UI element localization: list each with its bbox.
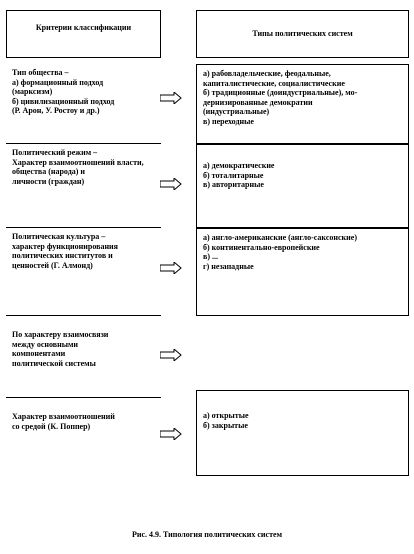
row3-right-line3: в) ... [203, 252, 218, 262]
row2-right-line3: в) авторитарные [203, 180, 264, 190]
row3-left-line3: политических институтов и [12, 251, 113, 261]
right-header-text: Типы политических систем [252, 29, 353, 38]
arrow-right-icon [160, 262, 182, 274]
criterion-political-culture [6, 228, 161, 316]
row1-right-line2: капиталистические, социалистические [203, 78, 345, 88]
criterion-society-type [6, 64, 161, 144]
row1-left-line3: (марксизм) [12, 87, 53, 97]
row2-right-line1: а) демократические [203, 161, 275, 170]
criterion-components-relation [6, 316, 161, 398]
left-header-box [6, 10, 161, 58]
row1-left-line1: Тип общества – [12, 68, 69, 77]
row4-left-line4: политической системы [12, 358, 96, 368]
left-header-text: Критерии классификации [35, 23, 132, 32]
arrow-right-icon [160, 428, 182, 440]
row2-left-line4: личности (граждан) [12, 176, 85, 186]
row2-left-line3: общества (народа) и [12, 167, 86, 177]
row2-left-line1: Политический режим – [12, 148, 98, 157]
criterion-environment-relation [6, 398, 161, 502]
types-society [196, 64, 409, 144]
row1-right-line5: (индустриальные) [203, 107, 270, 117]
types-environment [196, 390, 409, 476]
row1-right-line3: б) традиционные (доиндустриальные), мо- [203, 88, 358, 98]
row3-left-line1: Политическая культура – [12, 232, 106, 241]
arrow-right-icon [160, 178, 182, 190]
row1-right-line1: а) рабовладельческие, феодальные, [203, 69, 331, 78]
row5-right-line1: а) открытые [203, 411, 249, 420]
row5-left-line1: Характер взаимоотношений [12, 412, 115, 421]
row3-right-line1: а) англо-американские (англо-саксонские) [203, 233, 357, 242]
row2-left-line2: Характер взаимоотношений власти, [12, 157, 144, 167]
row5-left-line2: со средой (К. Поппер) [12, 421, 91, 431]
row4-left-line2: между основными [12, 339, 79, 349]
figure-caption: Рис. 4.9. Типология политических систем [131, 530, 283, 539]
row3-right-line4: г) незападные [203, 261, 254, 271]
arrow-right-icon [160, 92, 182, 104]
criterion-political-regime [6, 144, 161, 228]
right-header-box [196, 10, 409, 58]
row1-left-line2: а) формационный подход [12, 77, 104, 87]
row1-right-line6: в) переходные [203, 116, 254, 126]
row4-left-line1: По характеру взаимосвязи [12, 330, 109, 339]
types-regime [196, 144, 409, 228]
row5-right-line2: б) закрытые [203, 420, 248, 430]
row3-left-line2: характер функционирования [12, 241, 118, 251]
row2-right-line2: б) тоталитарные [203, 170, 264, 180]
row4-left-line3: компонентами [12, 349, 66, 359]
row3-right-line2: б) континентально-европейские [203, 242, 320, 252]
arrow-right-icon [160, 349, 182, 361]
row1-left-line5: (Р. Арон, У. Ростоу и др.) [12, 106, 100, 116]
row1-left-line4: б) цивилизационный подход [12, 96, 115, 106]
types-culture [196, 228, 409, 316]
row3-left-line4: ценностей (Г. Алмонд) [12, 260, 93, 270]
row1-right-line4: дернизированные демократии [203, 97, 313, 107]
